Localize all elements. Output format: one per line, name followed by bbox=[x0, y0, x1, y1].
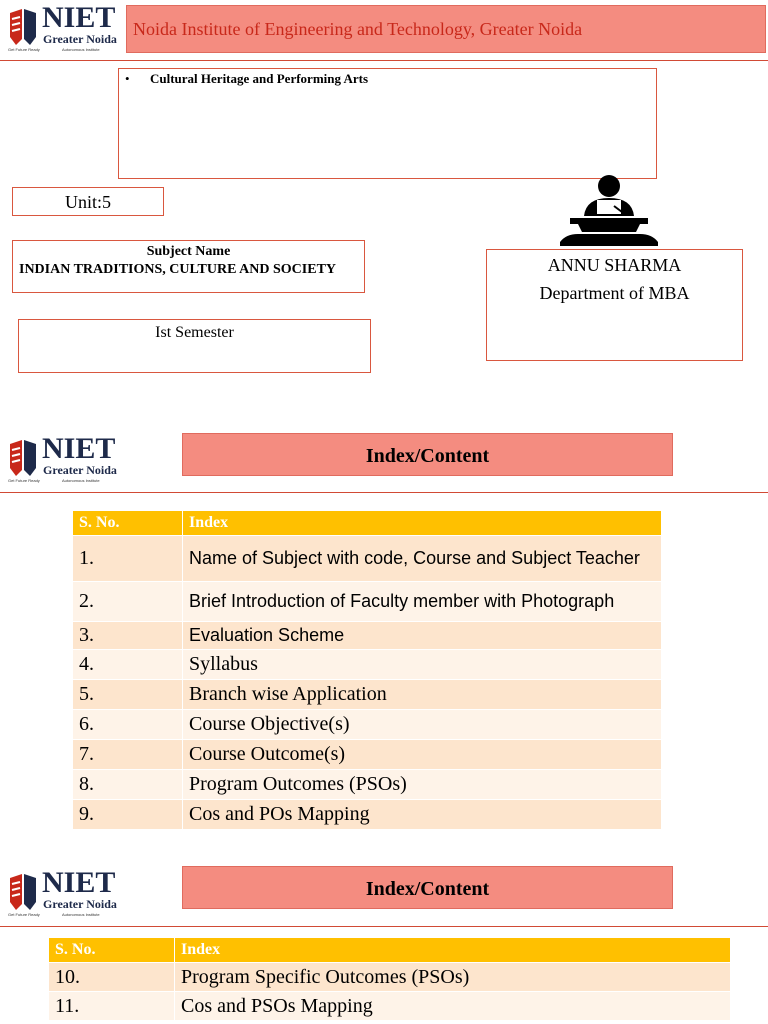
header-divider bbox=[0, 60, 768, 61]
row-number: 9. bbox=[73, 800, 183, 830]
row-item: Course Objective(s) bbox=[183, 710, 662, 740]
index-title: Index/Content bbox=[365, 445, 490, 467]
speaker-at-podium-icon bbox=[556, 174, 660, 248]
semester-label: Ist Semester bbox=[155, 324, 234, 341]
institute-name: Noida Institute of Engineering and Technology, Greater Noida bbox=[133, 19, 583, 39]
row-item: Course Outcome(s) bbox=[183, 740, 662, 770]
row-number: 6. bbox=[73, 710, 183, 740]
logo-subtitle: Greater Noida bbox=[43, 32, 117, 46]
logo-tagline-left: Get Future Ready bbox=[8, 912, 40, 917]
niet-crest-icon bbox=[8, 874, 38, 910]
row-number: 4. bbox=[73, 650, 183, 680]
index-title: Index/Content bbox=[365, 878, 490, 900]
faculty-box bbox=[486, 249, 743, 361]
topic-box bbox=[118, 68, 657, 179]
index-table bbox=[48, 937, 731, 1021]
faculty-name: ANNU SHARMA bbox=[547, 255, 682, 275]
logo-tagline-right: Autonomous Institute bbox=[62, 912, 100, 917]
title-slide bbox=[0, 0, 768, 400]
index-title-bar bbox=[182, 866, 673, 909]
unit-box bbox=[12, 187, 164, 216]
topic-bullet: • bbox=[125, 71, 130, 86]
logo-name: NIET bbox=[42, 1, 116, 34]
subject-name-label: Subject Name bbox=[146, 244, 231, 259]
row-number: 3. bbox=[73, 622, 183, 650]
table-row bbox=[73, 582, 662, 622]
logo-subtitle: Greater Noida bbox=[43, 463, 117, 477]
table-row bbox=[49, 992, 731, 1021]
logo-tagline-right: Autonomous Institute bbox=[62, 478, 100, 483]
row-item: Branch wise Application bbox=[183, 680, 662, 710]
row-item: Program Specific Outcomes (PSOs) bbox=[175, 963, 731, 992]
index-slide-1 bbox=[0, 426, 768, 836]
table-row bbox=[73, 650, 662, 680]
niet-crest-icon bbox=[8, 440, 38, 476]
row-number: 10. bbox=[49, 963, 175, 992]
col-header-sno: S. No. bbox=[49, 938, 175, 963]
index-title-bar bbox=[182, 433, 673, 476]
logo-subtitle: Greater Noida bbox=[43, 897, 117, 911]
row-item: Program Outcomes (PSOs) bbox=[183, 770, 662, 800]
subject-box bbox=[12, 240, 365, 293]
col-header-index: Index bbox=[175, 938, 731, 963]
col-header-index: Index bbox=[183, 511, 662, 536]
topic-text: Cultural Heritage and Performing Arts bbox=[150, 71, 369, 86]
niet-logo bbox=[8, 866, 126, 918]
faculty-department: Department of MBA bbox=[539, 283, 690, 303]
niet-crest-icon bbox=[8, 9, 38, 45]
table-header-row bbox=[73, 511, 662, 536]
table-row bbox=[49, 963, 731, 992]
row-number: 8. bbox=[73, 770, 183, 800]
row-item: Syllabus bbox=[183, 650, 662, 680]
niet-logo bbox=[8, 1, 126, 53]
logo-name: NIET bbox=[42, 432, 116, 465]
table-row bbox=[73, 740, 662, 770]
institute-banner bbox=[126, 5, 766, 53]
index-slide-2 bbox=[0, 860, 768, 1024]
table-row bbox=[73, 710, 662, 740]
row-number: 1. bbox=[73, 536, 183, 582]
table-row bbox=[73, 622, 662, 650]
row-number: 7. bbox=[73, 740, 183, 770]
header-divider bbox=[0, 492, 768, 493]
row-item: Cos and POs Mapping bbox=[183, 800, 662, 830]
table-row bbox=[73, 770, 662, 800]
table-row bbox=[73, 536, 662, 582]
table-row bbox=[73, 800, 662, 830]
row-number: 11. bbox=[49, 992, 175, 1021]
logo-tagline-left: Get Future Ready bbox=[8, 47, 40, 52]
row-item: Evaluation Scheme bbox=[183, 622, 662, 650]
row-item: Cos and PSOs Mapping bbox=[175, 992, 731, 1021]
header-divider bbox=[0, 926, 768, 927]
table-header-row bbox=[49, 938, 731, 963]
semester-box bbox=[18, 319, 371, 373]
table-row bbox=[73, 680, 662, 710]
logo-tagline-left: Get Future Ready bbox=[8, 478, 40, 483]
row-item: Name of Subject with code, Course and Subject Teacher bbox=[183, 536, 662, 582]
logo-name: NIET bbox=[42, 866, 116, 899]
index-table bbox=[72, 510, 662, 830]
row-item: Brief Introduction of Faculty member with Photograph bbox=[183, 582, 662, 622]
logo-tagline-right: Autonomous Institute bbox=[62, 47, 100, 52]
row-number: 5. bbox=[73, 680, 183, 710]
niet-logo bbox=[8, 432, 126, 484]
col-header-sno: S. No. bbox=[73, 511, 183, 536]
unit-label: Unit:5 bbox=[64, 192, 111, 212]
subject-name-value: INDIAN TRADITIONS, CULTURE AND SOCIETY bbox=[19, 262, 337, 277]
row-number: 2. bbox=[73, 582, 183, 622]
